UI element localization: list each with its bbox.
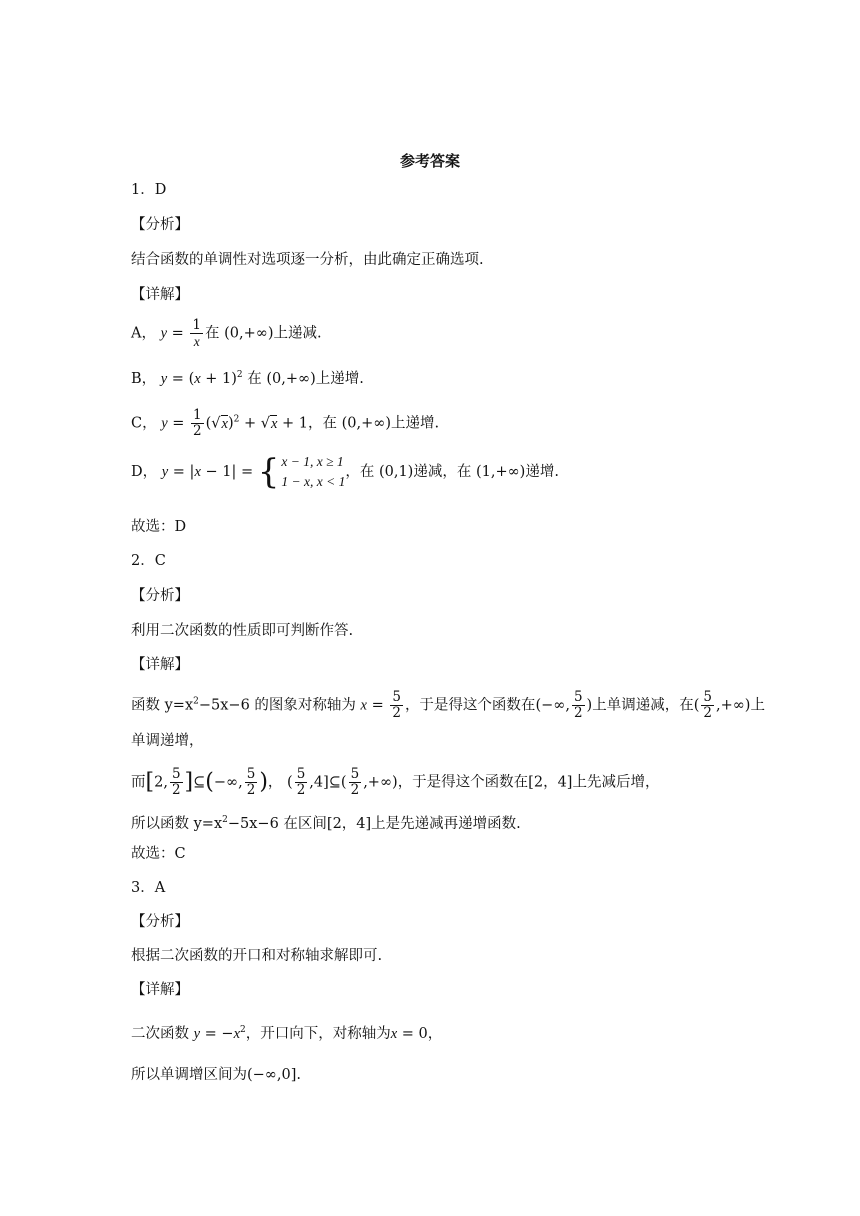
q3-analysis-text: 根据二次函数的开口和对称轴求解即可. [131, 948, 383, 964]
q1-option-a: A， y = $\frac{1}{x}$ 在 (0,+∞)上递减. [131, 317, 322, 349]
q1-option-d: D， y = |x − 1| = { x − 1, x ≥ 1 1 − x, x < 1，在 (0,1)递减，在 (1,+∞)递增. [131, 452, 559, 492]
q1-analysis-text: 结合函数的单调性对选项逐一分析，由此确定正确选项. [131, 252, 484, 268]
case-1: x − 1, x ≥ 1 [281, 454, 344, 469]
case-2: 1 − x, x < 1 [281, 474, 346, 489]
q1-number: 1．D [131, 182, 167, 198]
q3-detail-heading: 【详解】 [131, 982, 189, 998]
q2-detail-line-2: 单调递增， [131, 733, 204, 749]
q3-number: 3．A [131, 880, 166, 896]
q3-analysis-heading: 【分析】 [131, 914, 189, 930]
q2-detail-line-3: 而[2, $\frac{5}{2}$ ]⊆(−∞, $\frac{5}{2}$ )， ( $\frac{5}{2}$ ,4]⊆( $\frac{5}{2}$ ,+∞)，于是得这个函数在[2，4]上先减后增， [131, 766, 660, 798]
q2-detail-line-1: 函数 $y=x^2-5x-6$ 的图象对称轴为 x = $\frac{5}{2}$ ，于是得这个函数在(−∞, $\frac{5}{2}$ )上单调递减，在( $\frac{5}{2}$ ,+∞)上 [131, 689, 765, 721]
q2-answer: 故选：C [131, 846, 186, 862]
q2-analysis-heading: 【分析】 [131, 588, 189, 604]
q1-detail-heading: 【详解】 [131, 287, 189, 303]
page-title: 参考答案 [399, 152, 460, 170]
q1-answer: 故选：D [131, 519, 187, 535]
q2-number: 2．C [131, 553, 166, 569]
q2-detail-heading: 【详解】 [131, 657, 189, 673]
q1-option-b: B， $y = (x + 1)^2$ 在 (0,+∞)上递增. [131, 370, 364, 387]
q3-detail-line-1: 二次函数 $y = -x^2$，开口向下，对称轴为x = 0， [131, 1025, 443, 1042]
q1-option-c: C， y = $\frac{1}{2}$ $(√x)^2 + √x + 1$，在 (0,+∞)上递增. [131, 407, 440, 439]
q2-detail-line-4: 所以函数 $y=x^2-5x-6$ 在区间[2，4]上是先递减再递增函数. [131, 815, 521, 832]
q3-detail-line-2: 所以单调增区间为(−∞,0]. [131, 1067, 301, 1083]
q1-analysis-heading: 【分析】 [131, 217, 189, 233]
q2-analysis-text: 利用二次函数的性质即可判断作答. [131, 623, 354, 639]
